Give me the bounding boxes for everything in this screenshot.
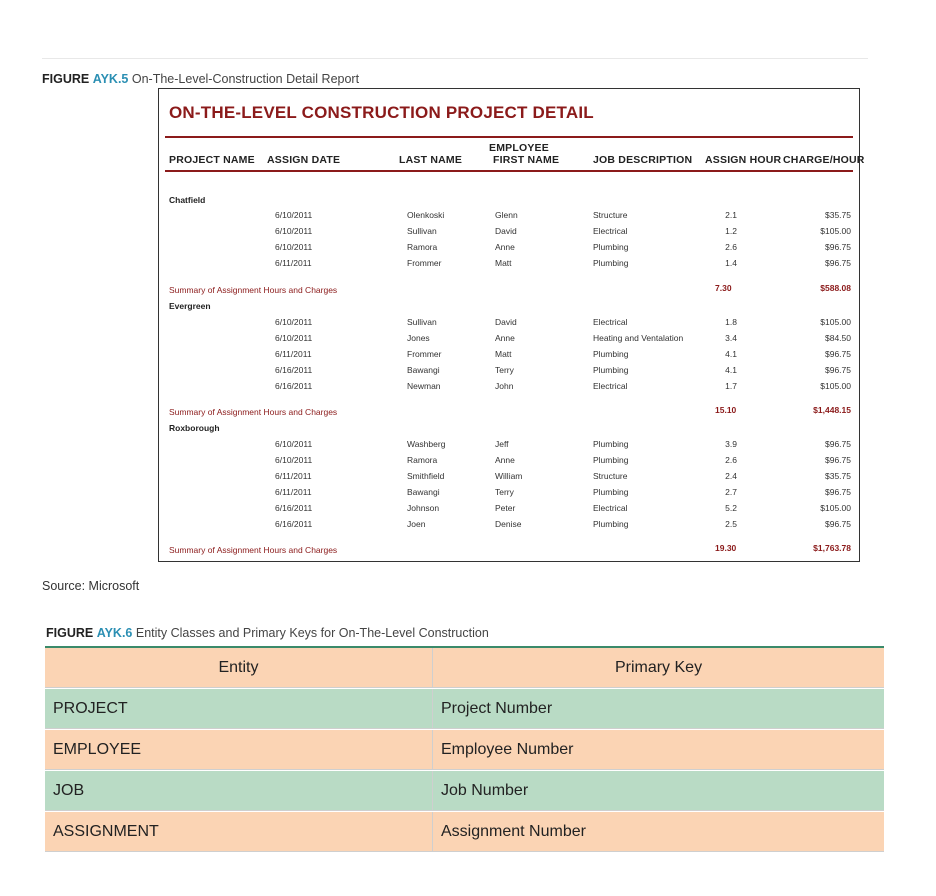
assign-date-cell: 6/10/2011 (275, 439, 313, 449)
charge-hour-cell: $96.75 (825, 519, 851, 529)
assign-date-cell: 6/16/2011 (275, 381, 313, 391)
assign-date-cell: 6/10/2011 (275, 210, 313, 220)
entity-cell: JOB (45, 771, 433, 811)
last-name-cell: Smithfield (407, 471, 445, 481)
report-title: ON-THE-LEVEL CONSTRUCTION PROJECT DETAIL (169, 103, 594, 122)
job-description-cell: Plumbing (593, 242, 629, 252)
assign-hour-cell: 2.6 (725, 455, 737, 465)
first-name-cell: Peter (495, 503, 516, 513)
header-assign-hour: ASSIGN HOUR (705, 154, 782, 166)
figure-label: FIGURE (46, 626, 94, 640)
top-divider (42, 58, 868, 59)
charge-hour-cell: $105.00 (820, 317, 851, 327)
summary-total-charge: $1,763.78 (813, 543, 851, 553)
entity-cell: ASSIGNMENT (45, 812, 433, 852)
first-name-cell: William (495, 471, 523, 481)
assign-date-cell: 6/10/2011 (275, 226, 313, 236)
assign-hour-cell: 2.7 (725, 487, 737, 497)
job-description-cell: Plumbing (593, 487, 629, 497)
assign-date-cell: 6/16/2011 (275, 365, 313, 375)
assign-date-cell: 6/11/2011 (275, 258, 312, 268)
first-name-cell: Terry (495, 365, 514, 375)
charge-hour-cell: $96.75 (825, 455, 851, 465)
table-row (45, 730, 884, 770)
charge-hour-cell: $96.75 (825, 487, 851, 497)
assign-date-cell: 6/16/2011 (275, 519, 313, 529)
header-last-name: LAST NAME (399, 154, 463, 166)
assign-hour-cell: 1.2 (725, 226, 737, 236)
last-name-cell: Bawangi (407, 365, 440, 375)
last-name-cell: Sullivan (407, 226, 437, 236)
last-name-cell: Frommer (407, 258, 442, 268)
table-row (45, 689, 884, 729)
job-description-cell: Plumbing (593, 349, 629, 359)
charge-hour-cell: $96.75 (825, 242, 851, 252)
charge-hour-cell: $96.75 (825, 365, 851, 375)
first-name-cell: Matt (495, 258, 512, 268)
summary-total-hours: 19.30 (715, 543, 737, 553)
assign-date-cell: 6/10/2011 (275, 317, 313, 327)
job-description-cell: Heating and Ventalation (593, 333, 684, 343)
last-name-cell: Washberg (407, 439, 446, 449)
assign-hour-cell: 1.8 (725, 317, 737, 327)
detail-report (158, 88, 865, 562)
charge-hour-cell: $105.00 (820, 503, 851, 513)
header-job-description: JOB DESCRIPTION (593, 154, 693, 166)
figure-title: On-The-Level-Construction Detail Report (131, 72, 360, 86)
last-name-cell: Jones (407, 333, 430, 343)
assign-hour-cell: 1.4 (725, 258, 737, 268)
assign-date-cell: 6/10/2011 (275, 333, 313, 343)
primary-key-cell: Job Number (433, 771, 884, 811)
assign-date-cell: 6/16/2011 (275, 503, 313, 513)
job-description-cell: Plumbing (593, 365, 629, 375)
project-group-name: Chatfield (169, 195, 206, 205)
job-description-cell: Structure (593, 210, 628, 220)
last-name-cell: Bawangi (407, 487, 440, 497)
job-description-cell: Plumbing (593, 519, 629, 529)
summary-label: Summary of Assignment Hours and Charges (169, 285, 338, 295)
entity-cell: PROJECT (45, 689, 433, 729)
assign-hour-cell: 2.5 (725, 519, 737, 529)
first-name-cell: Anne (495, 455, 515, 465)
job-description-cell: Electrical (593, 503, 628, 513)
summary-label: Summary of Assignment Hours and Charges (169, 545, 338, 555)
assign-date-cell: 6/11/2011 (275, 487, 312, 497)
assign-hour-cell: 4.1 (725, 365, 737, 375)
charge-hour-cell: $96.75 (825, 439, 851, 449)
summary-label: Summary of Assignment Hours and Charges (169, 407, 338, 417)
job-description-cell: Electrical (593, 381, 628, 391)
last-name-cell: Joen (407, 519, 426, 529)
last-name-cell: Sullivan (407, 317, 437, 327)
figure-caption-ayk5 (42, 72, 359, 86)
first-name-cell: Anne (495, 242, 515, 252)
assign-hour-cell: 2.6 (725, 242, 737, 252)
entity-table (45, 646, 884, 850)
first-name-cell: John (495, 381, 514, 391)
figure-number: AYK.5 (92, 72, 129, 86)
assign-hour-cell: 2.4 (725, 471, 737, 481)
charge-hour-cell: $96.75 (825, 349, 851, 359)
first-name-cell: David (495, 317, 517, 327)
first-name-cell: Glenn (495, 210, 518, 220)
last-name-cell: Newman (407, 381, 441, 391)
last-name-cell: Olenkoski (407, 210, 445, 220)
primary-key-cell: Employee Number (433, 730, 884, 770)
charge-hour-cell: $96.75 (825, 258, 851, 268)
assign-hour-cell: 1.7 (725, 381, 737, 391)
header-project-name: PROJECT NAME (169, 154, 255, 166)
first-name-cell: Jeff (495, 439, 509, 449)
assign-hour-cell: 3.4 (725, 333, 737, 343)
charge-hour-cell: $105.00 (820, 381, 851, 391)
summary-total-hours: 15.10 (715, 405, 737, 415)
job-description-cell: Structure (593, 471, 628, 481)
assign-hour-cell: 3.9 (725, 439, 737, 449)
charge-hour-cell: $35.75 (825, 210, 851, 220)
last-name-cell: Frommer (407, 349, 442, 359)
job-description-cell: Plumbing (593, 455, 629, 465)
first-name-cell: Terry (495, 487, 514, 497)
figure-number: AYK.6 (96, 626, 133, 640)
first-name-cell: Matt (495, 349, 512, 359)
header-top-rule (165, 136, 853, 138)
header-first-name: FIRST NAME (493, 154, 560, 166)
assign-date-cell: 6/10/2011 (275, 242, 313, 252)
job-description-cell: Plumbing (593, 258, 629, 268)
header-assign-date: ASSIGN DATE (267, 154, 341, 166)
figure-title: Entity Classes and Primary Keys for On-The-Level Construction (135, 626, 489, 640)
job-description-cell: Electrical (593, 226, 628, 236)
entity-cell: EMPLOYEE (45, 730, 433, 770)
assign-hour-cell: 2.1 (725, 210, 737, 220)
last-name-cell: Ramora (407, 455, 438, 465)
table-row (45, 812, 884, 852)
first-name-cell: David (495, 226, 517, 236)
project-group-name: Roxborough (169, 423, 220, 433)
last-name-cell: Ramora (407, 242, 438, 252)
assign-date-cell: 6/11/2011 (275, 471, 312, 481)
assign-hour-cell: 4.1 (725, 349, 737, 359)
summary-total-charge: $588.08 (820, 283, 851, 293)
employee-group-header: EMPLOYEE (489, 142, 549, 154)
last-name-cell: Johnson (407, 503, 440, 513)
entity-header: Entity (45, 648, 433, 688)
assign-hour-cell: 5.2 (725, 503, 737, 513)
table-row (45, 771, 884, 811)
charge-hour-cell: $105.00 (820, 226, 851, 236)
first-name-cell: Anne (495, 333, 515, 343)
header-bottom-rule (165, 170, 853, 172)
figure-label: FIGURE (42, 72, 90, 86)
primary-key-cell: Project Number (433, 689, 884, 729)
project-group-name: Evergreen (169, 301, 211, 311)
job-description-cell: Electrical (593, 317, 628, 327)
charge-hour-cell: $35.75 (825, 471, 851, 481)
header-charge-hour: CHARGE/HOUR (783, 154, 865, 166)
figure-caption-ayk6 (46, 626, 489, 640)
job-description-cell: Plumbing (593, 439, 629, 449)
summary-total-charge: $1,448.15 (813, 405, 851, 415)
primary-key-cell: Assignment Number (433, 812, 884, 852)
first-name-cell: Denise (495, 519, 522, 529)
summary-total-hours: 7.30 (715, 283, 732, 293)
charge-hour-cell: $84.50 (825, 333, 851, 343)
assign-date-cell: 6/10/2011 (275, 455, 313, 465)
source-note: Source: Microsoft (42, 579, 140, 593)
primary-key-header: Primary Key (433, 648, 884, 688)
assign-date-cell: 6/11/2011 (275, 349, 312, 359)
entity-table-header (45, 648, 884, 688)
